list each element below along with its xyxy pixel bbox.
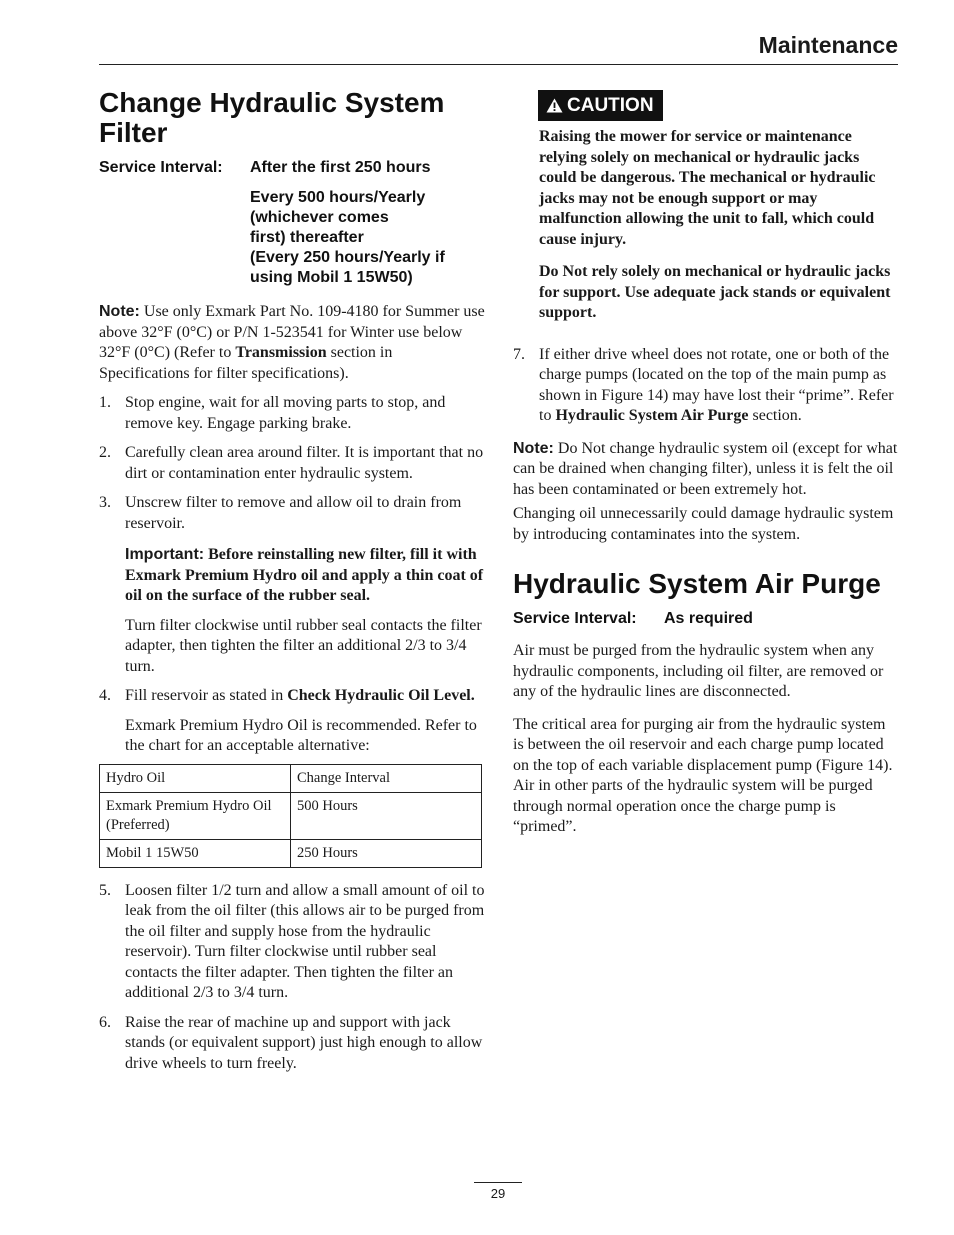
warning-icon: [546, 98, 563, 113]
caution-text: Raising the mower for service or maintenance relying solely on mechanical or hydraulic jacks could be dangerous. The mechanical or hydraulic jacks may not be enough support or may malfunction allowing the unit to fall, which could cause injury.: [539, 128, 876, 248]
caution-text: Do Not rely solely on mechanical or hydraulic jacks for support. Use adequate jack stands or equivalent support.: [539, 263, 891, 321]
section-title-change-filter: Change Hydraulic System Filter: [99, 87, 445, 148]
interval-line: first) thereafter: [250, 229, 364, 246]
list-item: 7. If either drive wheel does not rotate, one or both of the charge pumps (located on the top of the main pump as shown in Figure 14) may have lost their “prime”. Refer to Hydraulic System Air Purge section.: [513, 345, 894, 424]
recommend-text: Exmark Premium Hydro Oil is recommended. Refer to the chart for an acceptable alternative:: [125, 716, 477, 754]
caution-badge: [538, 90, 663, 121]
interval-label: Service Interval:: [513, 610, 637, 627]
air-purge-para: The critical area for purging air from the hydraulic system is between the oil reservoir and each charge pump located on the top of each variable displacement pump (Figure 14). Air in other parts of the hydraulic system will be purged through normal operation once the charge pump is “primed”.: [513, 715, 893, 835]
list-item: 2. Carefully clean area around filter. It is important that no dirt or contamination enter hydraulic system.: [99, 444, 484, 482]
list-item: 4. Fill reservoir as stated in Check Hydraulic Oil Level.: [99, 687, 475, 704]
page-number: 29: [490, 1186, 506, 1201]
air-purge-ref: Hydraulic System Air Purge: [555, 407, 749, 424]
list-item: 5. Loosen filter 1/2 turn and allow a small amount of oil to leak from the oil filter (this allows air to be purged from the oil filter and supply hose from the hydraulic reservoir). Turn filter clockwise until rubber seal contacts the filter adapter. Then tighten the filter an additional 2/3 to 3/4 turn.: [99, 881, 485, 1001]
interval-line: (whichever comes: [250, 209, 389, 226]
list-item: 6. Raise the rear of machine up and support with jack stands (or equivalent support) just high enough to allow drive wheels to turn freely.: [99, 1013, 483, 1072]
section-title-air-purge: Hydraulic System Air Purge: [513, 568, 881, 599]
steps-list-4: [99, 686, 486, 707]
oil-change-note: Note: Do Not change hydraulic system oil (except for what can be drained when changing filter), unless it is felt the oil has been contaminated or been extremely hot.: [513, 439, 898, 498]
table-cell: Exmark Premium Hydro Oil (Preferred): [100, 792, 291, 839]
steps-list: [99, 393, 486, 534]
table-cell: 500 Hours: [291, 792, 482, 839]
important-label: Important:: [125, 546, 205, 563]
table-cell: 250 Hours: [291, 839, 482, 867]
steps-list-5-6: [99, 881, 486, 1075]
filter-note: Note: Use only Exmark Part No. 109-4180 for Summer use above 32°F (0°C) or P/N 1-523541 for Winter use below 32°F (0°C) (Refer to Transmission section in Specifications for filter specifications).: [99, 303, 485, 382]
interval-details: [250, 188, 486, 288]
service-interval: [99, 158, 486, 288]
table-header: Hydro Oil: [100, 764, 291, 792]
interval-line: Every 500 hours/Yearly: [250, 189, 426, 206]
table-cell: Mobil 1 15W50: [100, 839, 291, 867]
header-divider: [99, 64, 898, 65]
change-oil-warning: Changing oil unnecessarily could damage hydraulic system by introducing contaminates into the system.: [513, 505, 894, 543]
transmission-ref: Transmission: [235, 344, 327, 361]
important-notice: Important: Before reinstalling new filter, fill it with Exmark Premium Hydro oil and apply a thin coat of oil on the surface of the rubber seal.: [125, 546, 484, 604]
note-label: Note:: [513, 439, 554, 457]
footer-divider: [474, 1182, 522, 1183]
air-purge-para: Air must be purged from the hydraulic system when any hydraulic components, including oil filter, are removed or any of the hydraulic lines are disconnected.: [513, 642, 884, 700]
steps-list-7: [513, 345, 900, 427]
right-column: [513, 90, 900, 838]
table-row: [100, 839, 482, 867]
list-item: 1. Stop engine, wait for all moving parts to stop, and remove key. Engage parking brake.: [99, 394, 446, 432]
left-column: [99, 88, 486, 1074]
interval-first: After the first 250 hours: [250, 159, 431, 176]
table-header-row: [100, 764, 482, 792]
check-oil-ref: Check Hydraulic Oil Level.: [287, 687, 475, 704]
interval-label: Service Interval:: [99, 159, 223, 176]
oil-table: [99, 764, 482, 868]
list-item: 3. Unscrew filter to remove and allow oil to drain from reservoir.: [99, 494, 462, 532]
interval-line: using Mobil 1 15W50): [250, 269, 413, 286]
table-header: Change Interval: [291, 764, 482, 792]
turn-filter-text: Turn filter clockwise until rubber seal contacts the filter adapter, then tighten the filter an additional 2/3 to 3/4 turn.: [125, 616, 482, 675]
note-label: Note:: [99, 303, 140, 320]
interval-line: (Every 250 hours/Yearly if: [250, 249, 445, 266]
table-row: [100, 792, 482, 839]
section-header: Maintenance: [758, 32, 898, 58]
service-interval: [513, 609, 900, 629]
interval-value: As required: [664, 610, 753, 627]
caution-label: CAUTION: [567, 94, 654, 116]
